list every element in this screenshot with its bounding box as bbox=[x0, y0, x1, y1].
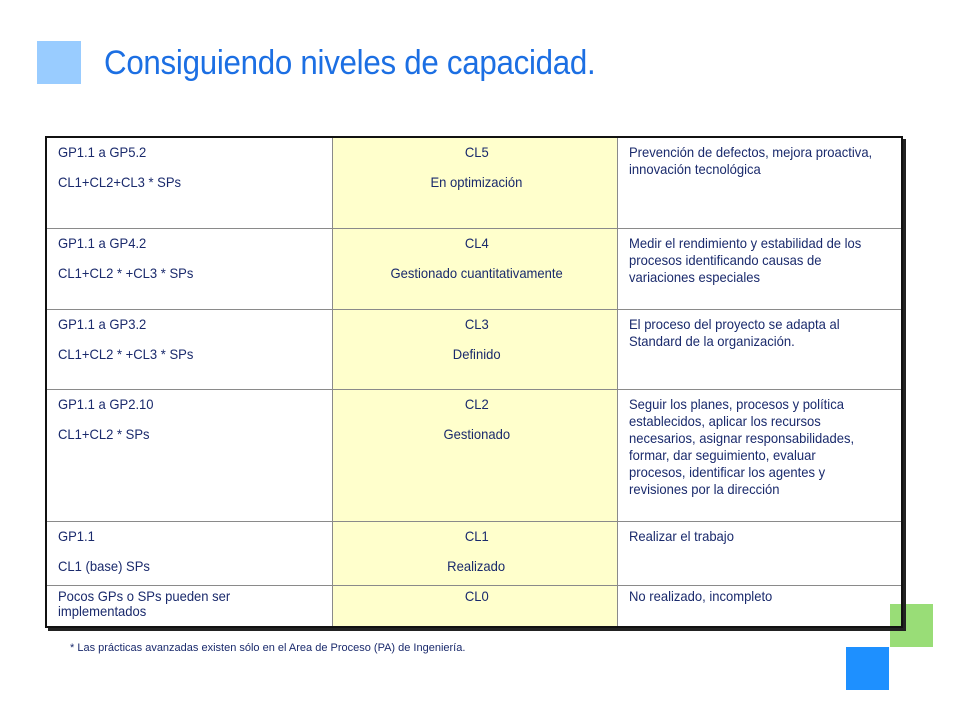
table-row bbox=[46, 229, 902, 310]
description-cell bbox=[617, 229, 902, 310]
practices-line: CL1+CL2 * SPs bbox=[58, 426, 150, 442]
level-code: CL1 bbox=[464, 528, 489, 544]
level-cell bbox=[332, 310, 617, 390]
description-cell bbox=[617, 310, 902, 390]
level-cell bbox=[332, 137, 617, 229]
practices-cell bbox=[46, 229, 332, 310]
level-cell bbox=[332, 229, 617, 310]
table-row bbox=[46, 137, 902, 229]
practices-line: GP1.1 a GP3.2 bbox=[58, 316, 147, 332]
description-cell bbox=[617, 586, 902, 628]
slide-title: Consiguiendo niveles de capacidad. bbox=[104, 44, 596, 82]
level-name: En optimización bbox=[430, 174, 523, 190]
table-row bbox=[46, 586, 902, 628]
practices-line: Pocos GPs o SPs pueden ser implementados bbox=[58, 588, 231, 619]
description-cell bbox=[617, 137, 902, 229]
practices-line: CL1 (base) SPs bbox=[58, 558, 150, 574]
corner-decor-square-blue bbox=[846, 647, 889, 690]
description-cell bbox=[617, 390, 902, 522]
level-name: Gestionado bbox=[443, 426, 510, 442]
level-name: Realizado bbox=[447, 558, 506, 574]
capability-levels-table bbox=[45, 136, 903, 628]
title-decor-square bbox=[37, 41, 81, 84]
level-code: CL4 bbox=[464, 235, 489, 251]
practices-cell bbox=[46, 522, 332, 586]
level-name: Gestionado cuantitativamente bbox=[390, 265, 563, 281]
practices-line: CL1+CL2 * +CL3 * SPs bbox=[58, 346, 194, 362]
practices-line: CL1+CL2+CL3 * SPs bbox=[58, 174, 182, 190]
level-code: CL5 bbox=[464, 144, 489, 160]
practices-cell bbox=[46, 390, 332, 522]
practices-cell bbox=[46, 586, 332, 628]
practices-cell bbox=[46, 137, 332, 229]
level-description: No realizado, incompleto bbox=[628, 588, 773, 604]
level-description: Medir el rendimiento y estabilidad de los procesos identificando causas de variaciones especiales bbox=[628, 235, 862, 285]
practices-line: GP1.1 a GP4.2 bbox=[58, 235, 147, 251]
level-cell bbox=[332, 390, 617, 522]
level-cell bbox=[332, 586, 617, 628]
level-cell bbox=[332, 522, 617, 586]
practices-line: GP1.1 a GP2.10 bbox=[58, 396, 154, 412]
level-code: CL0 bbox=[464, 588, 489, 604]
level-description: Prevención de defectos, mejora proactiva, innovación tecnológica bbox=[628, 144, 873, 177]
level-description: Realizar el trabajo bbox=[628, 528, 734, 544]
footnote: * Las prácticas avanzadas existen sólo en el Area de Proceso (PA) de Ingeniería. bbox=[70, 642, 466, 654]
level-code: CL2 bbox=[464, 396, 489, 412]
practices-line: GP1.1 a GP5.2 bbox=[58, 144, 147, 160]
level-description: Seguir los planes, procesos y política establecidos, aplicar los recursos necesarios, asignar responsabilidades, formar, dar seguimiento, evaluar procesos, identificar los agentes y revisiones por la dirección bbox=[628, 396, 855, 497]
level-code: CL3 bbox=[464, 316, 489, 332]
level-description: El proceso del proyecto se adapta al Standard de la organización. bbox=[628, 316, 840, 349]
practices-line: CL1+CL2 * +CL3 * SPs bbox=[58, 265, 194, 281]
practices-cell bbox=[46, 310, 332, 390]
table-row bbox=[46, 310, 902, 390]
table-row bbox=[46, 522, 902, 586]
table-row bbox=[46, 390, 902, 522]
level-name: Definido bbox=[452, 346, 501, 362]
description-cell bbox=[617, 522, 902, 586]
practices-line: GP1.1 bbox=[58, 528, 95, 544]
